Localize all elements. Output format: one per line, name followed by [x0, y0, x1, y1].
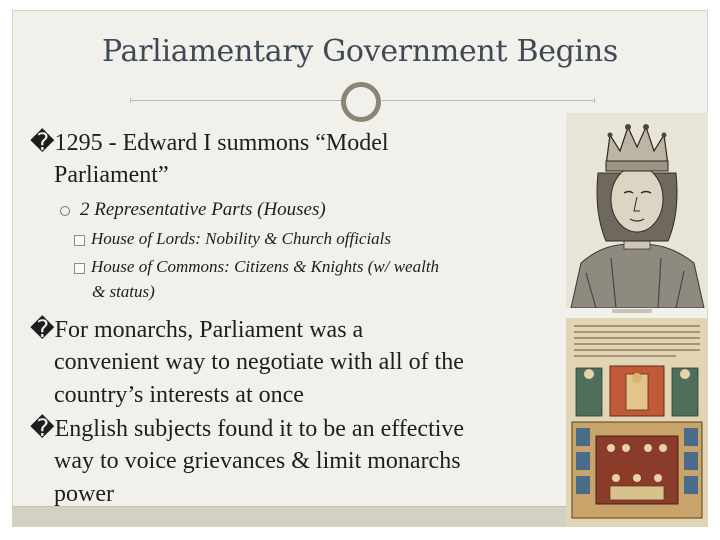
slide-title: Parliamentary Government Begins [102, 34, 618, 69]
title-divider-right [382, 100, 594, 101]
bullet-2-line-2: convenient way to negotiate with all of the [54, 349, 464, 375]
lords-text: House of Lords: Nobility & Church officials [91, 229, 392, 248]
commons-line-2: & status) [92, 282, 155, 301]
bullet-1-line-2: Parliament” [54, 162, 169, 188]
square-bullet-icon [74, 263, 85, 274]
ring-bullet-icon [60, 206, 70, 216]
bullet-marker-icon: � [30, 315, 55, 343]
manuscript-caption [612, 309, 652, 313]
king-portrait-icon [566, 113, 708, 308]
bullet-1-line-1: 1295 - Edward I summons “Model [54, 130, 389, 156]
bullet-3-line-3: power [54, 481, 114, 507]
bullet-3-line-2: way to voice grievances & limit monarchs [54, 448, 461, 474]
bullet-3-line-1: English subjects found it to be an effective [54, 416, 465, 442]
bullet-3 [30, 412, 464, 446]
title-divider-left [130, 100, 342, 101]
circle-ornament-icon [341, 82, 381, 122]
sub-sub-bullet-commons [74, 254, 439, 279]
bullet-marker-icon: � [30, 414, 55, 442]
bullet-2 [30, 313, 363, 347]
bullet-marker-icon: � [30, 128, 55, 156]
sub-bullet-houses [60, 196, 326, 224]
divider-tick-left [130, 98, 131, 103]
square-bullet-icon [74, 235, 85, 246]
bullet-1 [30, 126, 389, 160]
sub-sub-bullet-lords [74, 226, 391, 251]
sub-bullet-text: 2 Representative Parts (Houses) [80, 199, 326, 220]
manuscript-illustration-icon [566, 318, 708, 526]
divider-tick-right [594, 98, 595, 103]
commons-line-1: House of Commons: Citizens & Knights (w/ wealth [91, 257, 440, 276]
bullet-2-line-1: For monarchs, Parliament was a [54, 317, 364, 343]
bullet-2-line-3: country’s interests at once [54, 382, 304, 408]
parliament-manuscript-image [566, 318, 708, 526]
king-portrait-image [566, 113, 708, 308]
